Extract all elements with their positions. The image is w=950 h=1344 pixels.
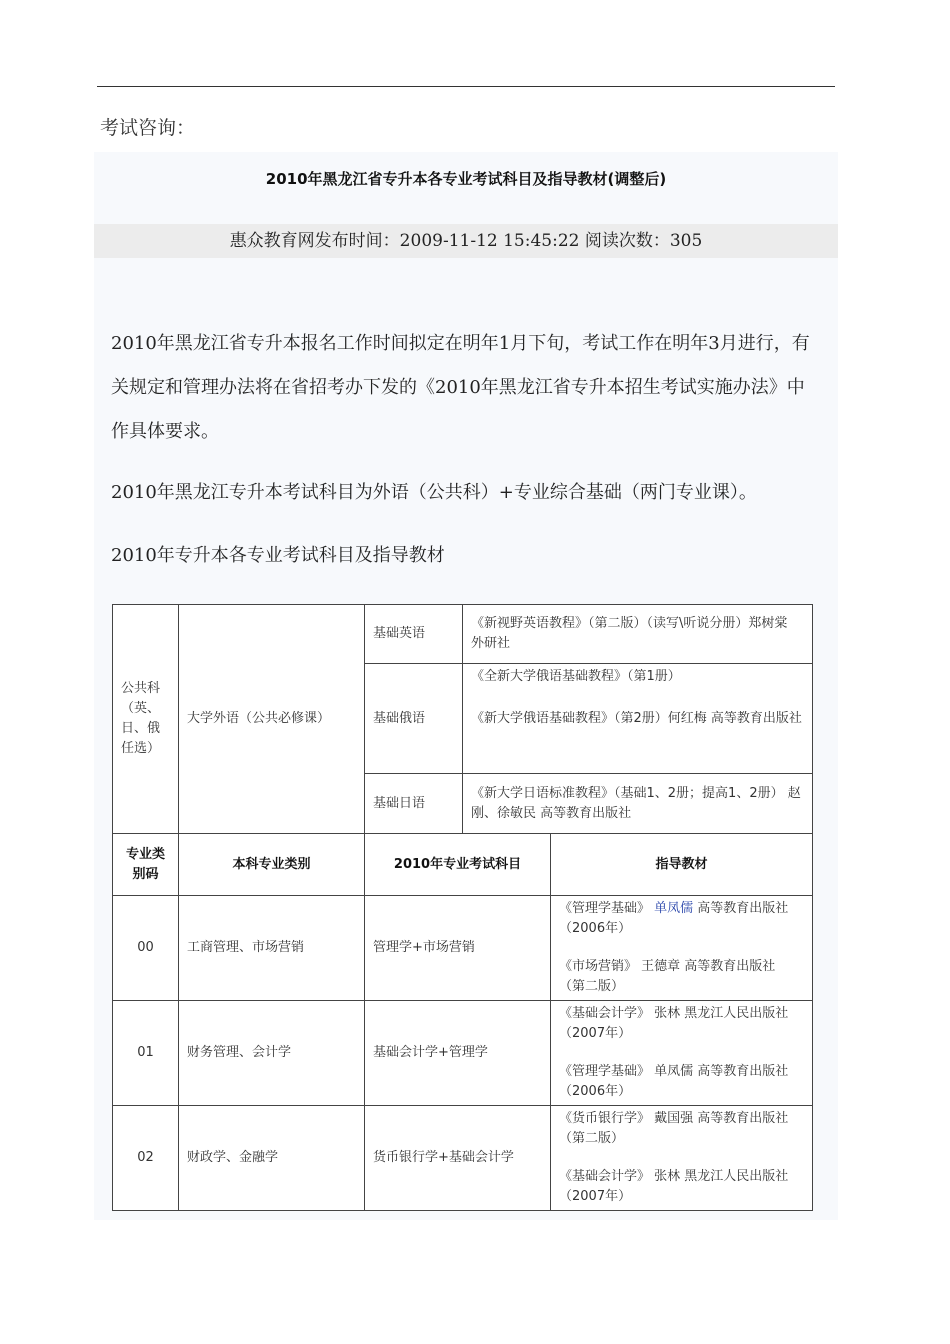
author-link[interactable]: 单凤儒 bbox=[654, 901, 694, 916]
material-entry: 《新大学日语标准教程》（基础1、2册；提高1、2册） 赵刚、徐敏民 高等教育出版社 bbox=[471, 785, 801, 821]
article-title: 2010年黑龙江省专升本各专业考试科目及指导教材(调整后) bbox=[265, 170, 667, 188]
material-entry bbox=[559, 899, 804, 939]
header-code: 专业类别码 bbox=[113, 834, 179, 896]
table-row bbox=[113, 605, 813, 664]
materials-cell bbox=[551, 896, 813, 1001]
major-subjects-cell: 管理学+市场营销 bbox=[365, 896, 551, 1001]
material-entry: 《管理学基础》 单凤儒 高等教育出版社 （2006年） bbox=[559, 1064, 789, 1099]
major-subjects-cell: 基础会计学+管理学 bbox=[365, 1001, 551, 1106]
subject-cell: 基础英语 bbox=[365, 605, 463, 664]
materials-cell bbox=[551, 1001, 813, 1106]
major-name-cell: 财政学、金融学 bbox=[179, 1106, 365, 1211]
material-publisher: 高等教育出版社 （2006年） bbox=[559, 901, 789, 936]
header-major: 本科专业类别 bbox=[179, 834, 365, 896]
material-entry: 《基础会计学》 张林 黑龙江人民出版社（2007年） bbox=[559, 1006, 789, 1041]
material-entry: 《基础会计学》 张林 黑龙江人民出版社 （2007年） bbox=[559, 1169, 789, 1204]
header-materials: 指导教材 bbox=[551, 834, 813, 896]
exam-consult-label: 考试咨询： bbox=[100, 117, 196, 139]
table-caption: 2010年专升本各专业考试科目及指导教材 bbox=[111, 545, 445, 566]
material-entry: 《全新大学俄语基础教程》（第1册） bbox=[471, 669, 681, 684]
major-name-cell: 工商管理、市场营销 bbox=[179, 896, 365, 1001]
public-category-cell: 公共科（英、日、俄任选） bbox=[113, 605, 179, 834]
table-row bbox=[113, 1001, 813, 1106]
table-header-row bbox=[113, 834, 813, 896]
major-subjects-cell: 货币银行学+基础会计学 bbox=[365, 1106, 551, 1211]
table-row bbox=[113, 1106, 813, 1211]
public-course-cell: 大学外语（公共必修课） bbox=[179, 605, 365, 834]
major-name-cell: 财务管理、会计学 bbox=[179, 1001, 365, 1106]
table-row bbox=[113, 896, 813, 1001]
top-divider bbox=[97, 86, 835, 87]
materials-cell bbox=[551, 1106, 813, 1211]
material-entry: 《新大学俄语基础教程》（第2册）何红梅 高等教育出版社 bbox=[471, 711, 802, 726]
subject-cell: 基础俄语 bbox=[365, 664, 463, 774]
materials-cell bbox=[463, 774, 813, 834]
curriculum-table bbox=[112, 604, 813, 1211]
major-code-cell: 02 bbox=[113, 1106, 179, 1211]
subjects-paragraph: 2010年黑龙江专升本考试科目为外语（公共科）+专业综合基础（两门专业课）。 bbox=[111, 482, 757, 503]
subject-cell: 基础日语 bbox=[365, 774, 463, 834]
material-entry: 《市场营销》 王德章 高等教育出版社 （第二版） bbox=[559, 959, 776, 994]
material-entry: 《新视野英语教程》（第二版）（读写\听说分册）郑树棠 外研社 bbox=[471, 616, 788, 651]
major-code-cell: 00 bbox=[113, 896, 179, 1001]
materials-cell bbox=[463, 664, 813, 774]
article-meta: 惠众教育网发布时间：2009-11-12 15:45:22 阅读次数：305 bbox=[94, 224, 838, 258]
materials-cell bbox=[463, 605, 813, 664]
header-subjects: 2010年专业考试科目 bbox=[365, 834, 551, 896]
material-title: 《管理学基础》 bbox=[559, 901, 655, 916]
intro-paragraph: 2010年黑龙江省专升本报名工作时间拟定在明年1月下旬，考试工作在明年3月进行，有关规定和管理办法将在省招考办下发的《2010年黑龙江省专升本招生考试实施办法》中作具体要求。 bbox=[111, 333, 810, 442]
material-entry: 《货币银行学》 戴国强 高等教育出版社 （第二版） bbox=[559, 1111, 789, 1146]
major-code-cell: 01 bbox=[113, 1001, 179, 1106]
